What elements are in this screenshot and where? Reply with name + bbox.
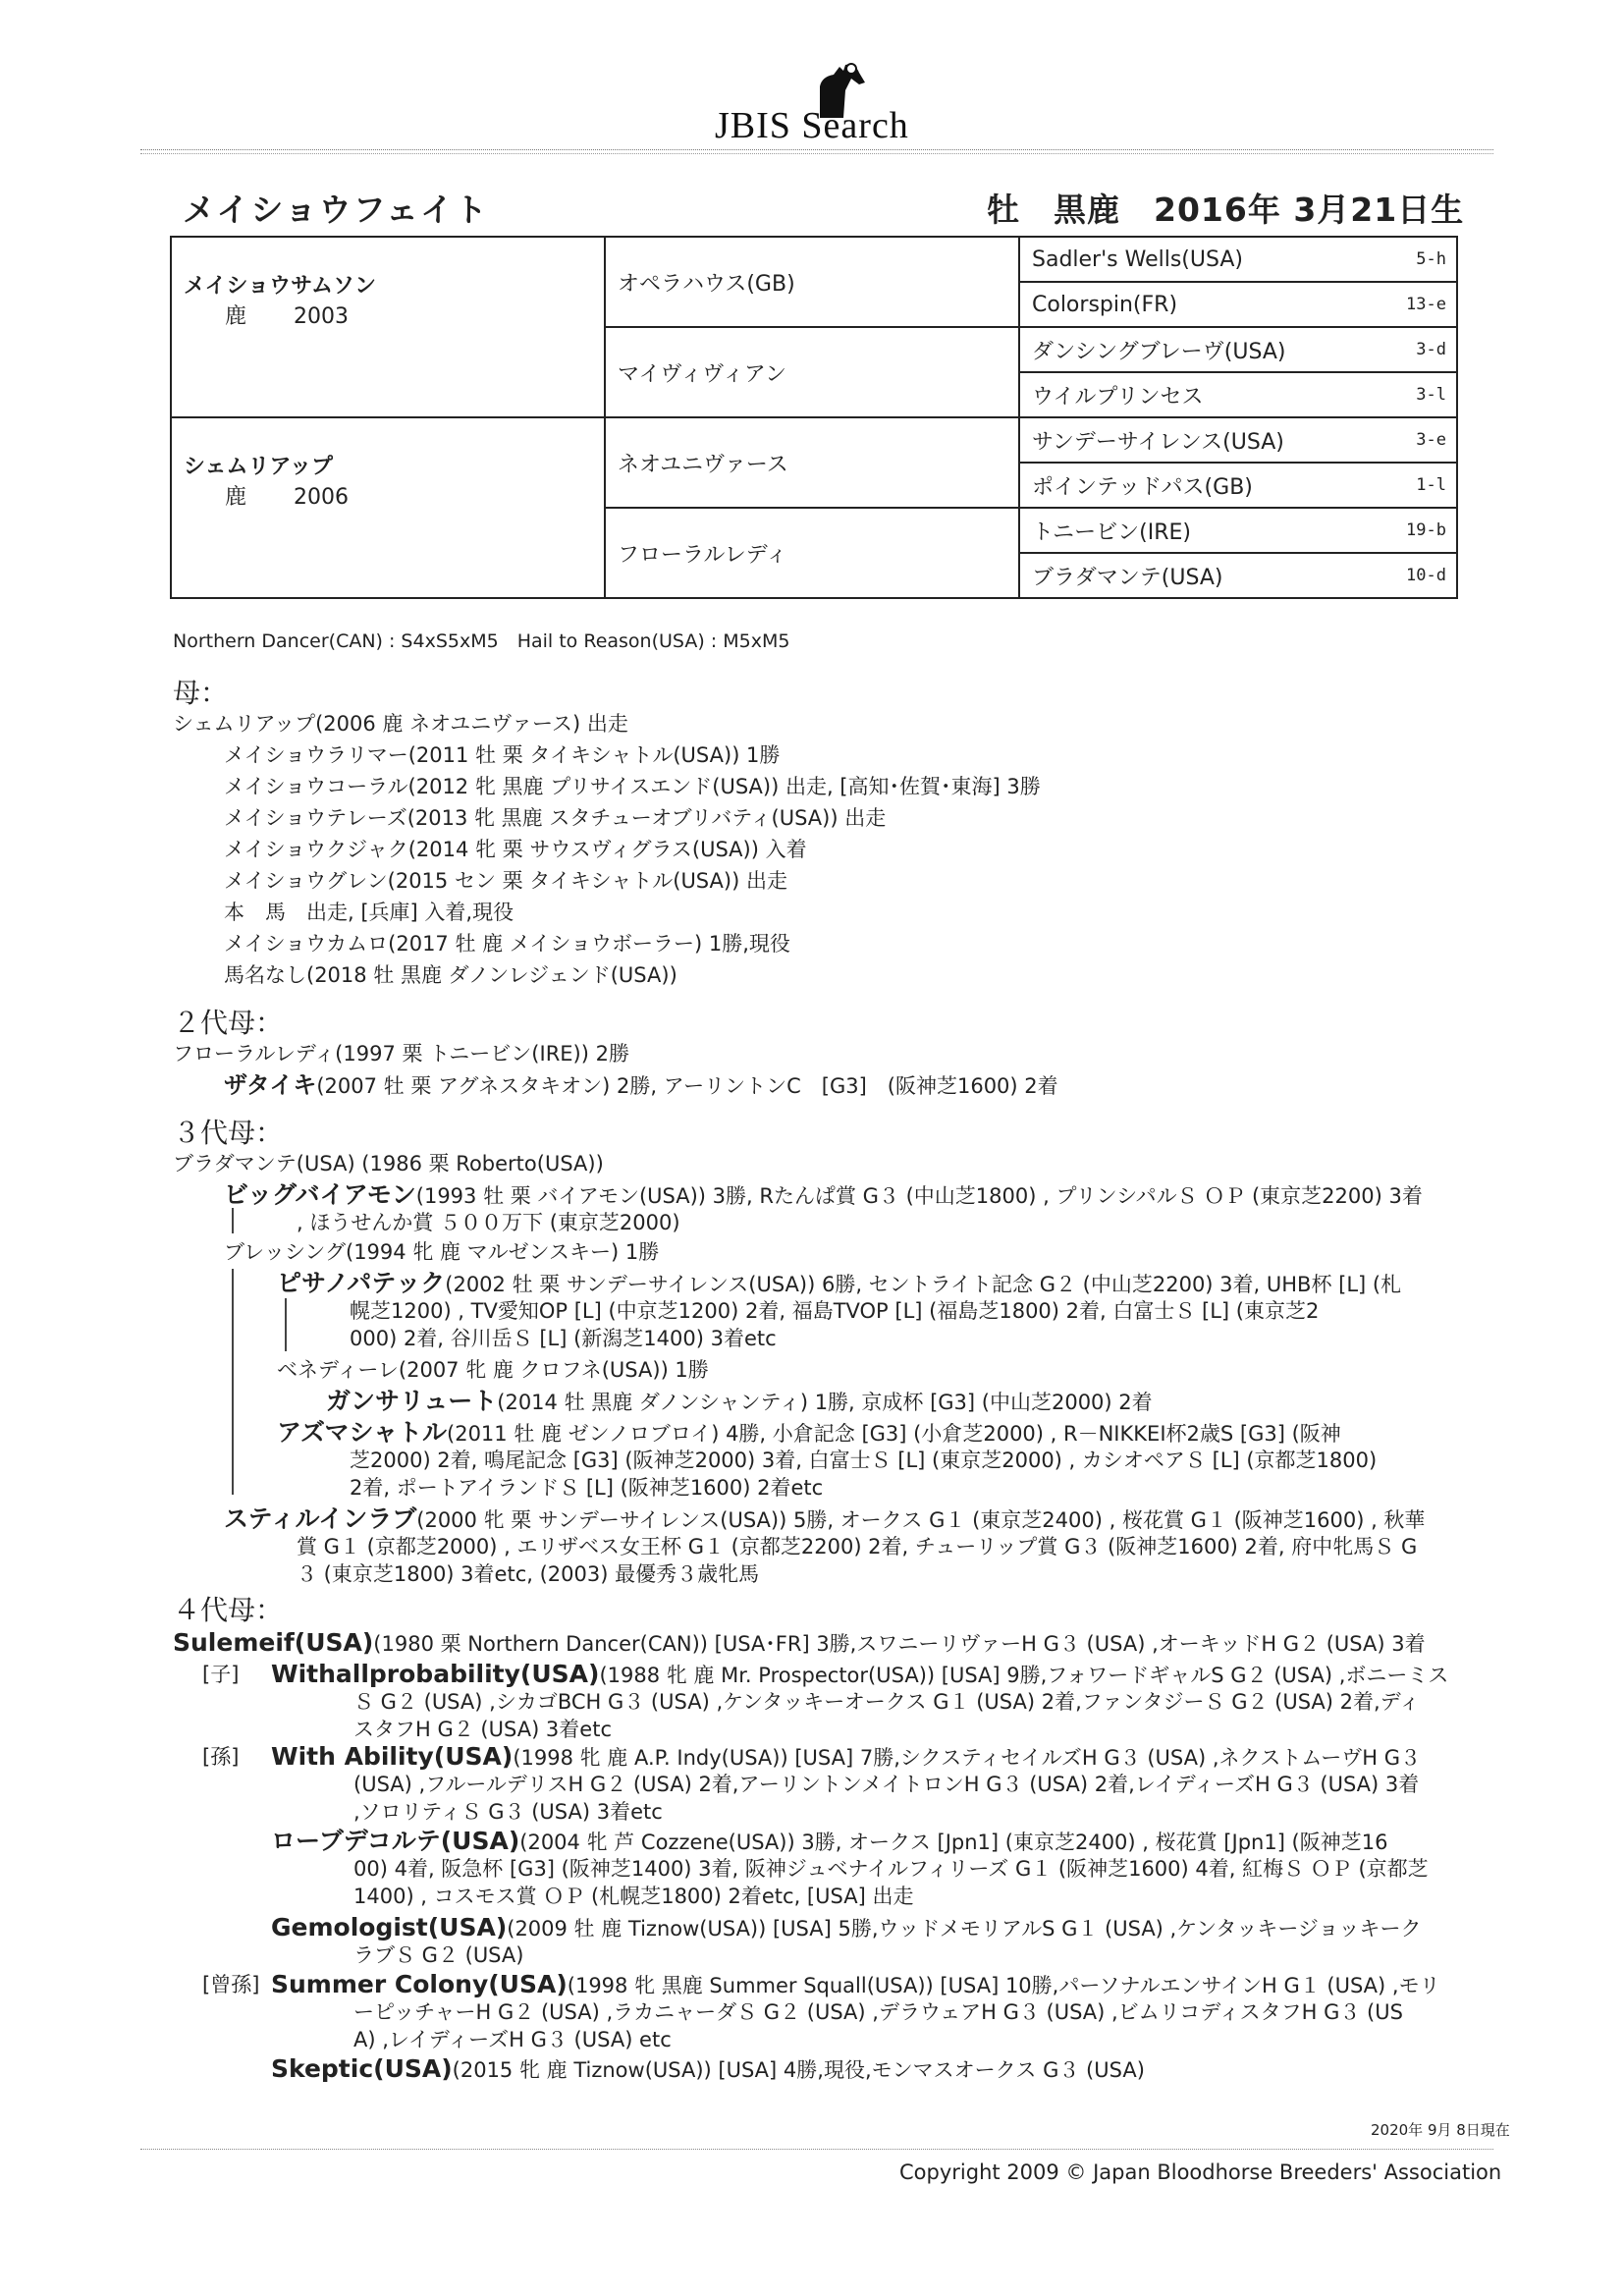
family-number: 19-b	[1400, 508, 1457, 553]
progeny-line: Gemologist(USA)(2009 牡 鹿 Tiznow(USA)) [USA] 5勝,ウッドメモリアルS G１ (USA) ,ケンタッキージョッキーク	[271, 1913, 1422, 1941]
sire-dam: マイヴィヴィアン	[605, 327, 1019, 417]
progeny-line: Withallprobability(USA)(1988 牝 鹿 Mr. Prospector(USA)) [USA] 9勝,フォワードギャルS G２ (USA) ,ボニーミス	[271, 1660, 1449, 1688]
dam-line: シェムリアップ(2006 鹿 ネオユニヴァース) 出走	[173, 712, 628, 736]
foal-item: メイショウテレーズ(2013 牝 黒鹿 スタチューオブリバティ(USA)) 出走	[224, 806, 887, 830]
sire-details: 鹿 2003	[225, 304, 350, 329]
progeny-line-cont: Ｓ G２ (USA) ,シカゴBCH G３ (USA) ,ケンタッキーオークス G１ (USA) 2着,ファンタジーＳ G２ (USA) 2着,ディ	[353, 1690, 1421, 1714]
pedigree-table	[170, 236, 1458, 599]
sire-sire: オペラハウス(GB)	[605, 237, 1019, 327]
second-dam-line: フローラルレディ(1997 栗 トニービン(IRE)) 2勝	[173, 1042, 629, 1066]
copyright: Copyright 2009 © Japan Bloodhorse Breeders' Association	[899, 2160, 1502, 2184]
ancestor-name: Colorspin(FR)	[1019, 282, 1400, 327]
progeny-line-cont: 2着, ポートアイランドＳ [L] (阪神芝1600) 2着etc	[350, 1476, 824, 1500]
progeny-line: Summer Colony(USA)(1998 牝 黒鹿 Summer Squall(USA)) [USA] 10勝,パーソナルエンサインH G１ (USA) ,モリ	[271, 1970, 1440, 1998]
family-number: 5-h	[1400, 237, 1457, 282]
progeny-line-cont: 000) 2着, 谷川岳Ｓ [L] (新潟芝1400) 3着etc	[350, 1327, 777, 1350]
progeny-line-cont: ラブＳ G２ (USA)	[353, 1943, 524, 1967]
horse-info: 牡 黒鹿 2016年 3月21日生	[987, 191, 1465, 229]
generation-tag: [曾孫]	[202, 1973, 260, 1996]
inbreeding-note: Northern Dancer(CAN) : S4xS5xM5 Hail to Reason(USA) : M5xM5	[173, 630, 790, 652]
foal-item: メイショウラリマー(2011 牡 栗 タイキシャトル(USA)) 1勝	[224, 743, 781, 767]
progeny-line-cont: A) ,レイディーズH G３ (USA) etc	[353, 2028, 672, 2051]
progeny-line-cont: 00) 4着, 阪急杯 [G3] (阪神芝1400) 3着, 阪神ジュベナイルフィリーズ G１ (阪神芝1600) 4着, 紅梅Ｓ ＯＰ (京都芝	[353, 1857, 1429, 1881]
generation-tag: [孫]	[202, 1745, 240, 1769]
family-number: 10-d	[1400, 553, 1457, 598]
tree-line	[232, 1208, 234, 1233]
progeny-line: アズマシャトル(2011 牡 鹿 ゼンノロブロイ) 4勝, 小倉記念 [G3] (小倉芝2000) , R－NIKKEI杯2歳S [G3] (阪神	[277, 1418, 1341, 1447]
foal-item: 本 馬 出走, [兵庫] 入着,現役	[224, 901, 514, 924]
progeny-line-cont: ーピッチャーH G２ (USA) ,ラカニャーダＳ G２ (USA) ,デラウェアH G３ (USA) ,ビムリコディスタフH G３ (US	[353, 2000, 1403, 2024]
progeny-line-cont: スタフH G２ (USA) 3着etc	[353, 1718, 612, 1741]
dam-details: 鹿 2006	[225, 485, 350, 510]
generation-tag: [子]	[202, 1663, 240, 1686]
footer-divider	[140, 2149, 1493, 2150]
as-of-date: 2020年 9月 8日現在	[1371, 2121, 1510, 2139]
dam-sire: ネオユニヴァース	[605, 417, 1019, 508]
foal-item: 馬名なし(2018 牡 黒鹿 ダノンレジェンド(USA))	[224, 963, 677, 987]
progeny-line: ザタイキ(2007 牡 栗 アグネスタキオン) 2勝, アーリントンC [G3] (阪神芝1600) 2着	[224, 1071, 1058, 1099]
family-number: 3-l	[1400, 372, 1457, 417]
header-divider-2	[140, 153, 1493, 154]
progeny-line: Skeptic(USA)(2015 牝 鹿 Tiznow(USA)) [USA] 4勝,現役,モンマスオークス G３ (USA)	[271, 2054, 1145, 2083]
progeny-line: ベネディーレ(2007 牝 鹿 クロフネ(USA)) 1勝	[277, 1358, 709, 1382]
foal-item: メイショウカムロ(2017 牡 鹿 メイショウボーラー) 1勝,現役	[224, 932, 790, 956]
ancestor-name: トニービン(IRE)	[1019, 508, 1400, 553]
foal-item: メイショウクジャク(2014 牝 栗 サウスヴィグラス(USA)) 入着	[224, 838, 807, 861]
header-divider	[140, 149, 1493, 150]
progeny-line-cont: 幌芝1200) , TV愛知OP [L] (中京芝1200) 2着, 福島TVOP [L] (福島芝1800) 2着, 白富士Ｓ [L] (東京芝2	[350, 1299, 1320, 1323]
dam-dam: フローラルレディ	[605, 508, 1019, 598]
progeny-line: ブレッシング(1994 牝 鹿 マルゼンスキー) 1勝	[224, 1240, 660, 1264]
sire-name: メイショウサムソン	[184, 274, 377, 299]
progeny-line: ビッグバイアモン(1993 牡 栗 バイアモン(USA)) 3勝, Rたんぱ賞 G３ (中山芝1800) , プリンシパルＳ ＯＰ (東京芝2200) 3着	[224, 1180, 1423, 1209]
progeny-line-cont: ,ソロリティＳ G３ (USA) 3着etc	[353, 1800, 663, 1824]
ancestor-name: ウイルプリンセス	[1019, 372, 1400, 417]
third-dam-line: ブラダマンテ(USA) (1986 栗 Roberto(USA))	[173, 1152, 604, 1175]
family-number: 3-d	[1400, 327, 1457, 372]
ancestor-name: Sadler's Wells(USA)	[1019, 237, 1400, 282]
section-title-dam: 母：	[173, 677, 229, 709]
ancestor-name: ブラダマンテ(USA)	[1019, 553, 1400, 598]
dam-cell	[171, 417, 605, 598]
sire-cell	[171, 237, 605, 417]
section-title-2nd-dam: ２代母：	[173, 1007, 284, 1039]
progeny-line-cont: (USA) ,フルールデリスH G２ (USA) 2着,アーリントンメイトロンH G３ (USA) 2着,レイディーズH G３ (USA) 3着	[353, 1773, 1420, 1796]
section-title-4th-dam: ４代母：	[173, 1594, 284, 1626]
jbis-search-logo	[707, 61, 943, 149]
logo-text: JBIS Search	[715, 105, 909, 146]
dam-name: シェムリアップ	[184, 455, 334, 479]
family-number: 1-l	[1400, 463, 1457, 508]
progeny-line-cont: , ほうせんか賞 ５００万下 (東京芝2000)	[297, 1211, 680, 1234]
progeny-line: ローブデコルテ(USA)(2004 牝 芦 Cozzene(USA)) 3勝, オークス [Jpn1] (東京芝2400) , 桜花賞 [Jpn1] (阪神芝16	[271, 1827, 1388, 1855]
family-number: 3-e	[1400, 417, 1457, 463]
family-number: 13-e	[1400, 282, 1457, 327]
progeny-line-cont: 1400) , コスモス賞 ＯＰ (札幌芝1800) 2着etc, [USA] 出走	[353, 1885, 914, 1908]
tree-line	[285, 1298, 287, 1351]
progeny-line: With Ability(USA)(1998 牝 鹿 A.P. Indy(USA)) [USA] 7勝,シクスティセイルズH G３ (USA) ,ネクストムーヴH G３	[271, 1742, 1422, 1771]
ancestor-name: ダンシングブレーヴ(USA)	[1019, 327, 1400, 372]
foal-item: メイショウコーラル(2012 牝 黒鹿 プリサイスエンド(USA)) 出走, [高知･佐賀･東海] 3勝	[224, 775, 1041, 798]
foal-item: メイショウグレン(2015 セン 栗 タイキシャトル(USA)) 出走	[224, 869, 787, 893]
ancestor-name: サンデーサイレンス(USA)	[1019, 417, 1400, 463]
progeny-line-cont: ３ (東京芝1800) 3着etc, (2003) 最優秀３歳牝馬	[297, 1562, 760, 1586]
fourth-dam-line: Sulemeif(USA)(1980 栗 Northern Dancer(CAN)) [USA･FR] 3勝,スワニーリヴァーH G３ (USA) ,オーキッドH G２ (USA) 3着	[173, 1628, 1426, 1657]
section-title-3rd-dam: ３代母：	[173, 1117, 284, 1149]
progeny-line-cont: 賞 G１ (京都芝2000) , エリザベス女王杯 G１ (京都芝2200) 2着, チューリップ賞 G３ (阪神芝1600) 2着, 府中牝馬Ｓ G	[297, 1535, 1418, 1558]
horse-name: メイショウフェイト	[183, 191, 490, 229]
progeny-line: スティルインラブ(2000 牝 栗 サンデーサイレンス(USA)) 5勝, オークス G１ (東京芝2400) , 桜花賞 G１ (阪神芝1600) , 秋華	[224, 1504, 1426, 1533]
tree-line	[232, 1269, 234, 1495]
progeny-line: ピサノパテック(2002 牡 栗 サンデーサイレンス(USA)) 6勝, セントライト記念 G２ (中山芝2200) 3着, UHB杯 [L] (札	[277, 1269, 1402, 1297]
progeny-line: ガンサリュート(2014 牡 黒鹿 ダノンシャンティ) 1勝, 京成杯 [G3] (中山芝2000) 2着	[326, 1387, 1153, 1415]
progeny-line-cont: 芝2000) 2着, 鳴尾記念 [G3] (阪神芝2000) 3着, 白富士Ｓ [L] (東京芝2000) , カシオペアＳ [L] (京都芝1800)	[350, 1449, 1378, 1472]
ancestor-name: ポインテッドパス(GB)	[1019, 463, 1400, 508]
